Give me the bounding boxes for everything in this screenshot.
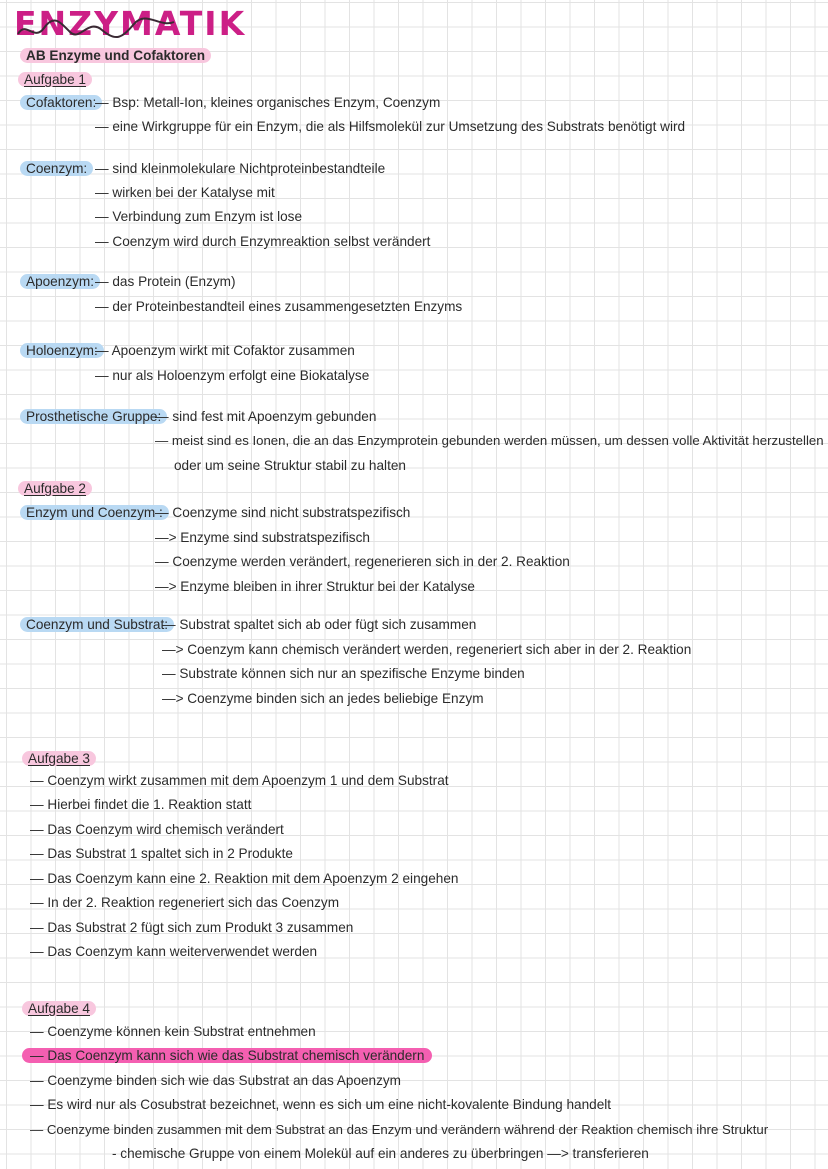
subtitle: AB Enzyme und Cofaktoren [20, 47, 211, 65]
enzym-coenzym-line-3: — Coenzyme werden verändert, regenerieren sich in der 2. Reaktion [155, 554, 570, 569]
aufgabe4-line-6: - chemische Gruppe von einem Molekül auf ein anderes zu überbringen —> transferieren [112, 1146, 649, 1161]
aufgabe4-line-3: — Coenzyme binden sich wie das Substrat an das Apoenzym [30, 1073, 402, 1088]
aufgabe3-line-5: — Das Coenzym kann eine 2. Reaktion mit dem Apoenzym 2 eingehen [30, 871, 459, 886]
term-coenzym: Coenzym: [20, 160, 93, 178]
enzym-coenzym-line-2: —> Enzyme sind substratspezifisch [155, 530, 370, 545]
coenzym-line-1: — sind kleinmolekulare Nichtproteinbestandteile [95, 161, 386, 176]
coenzym-substrat-line-4: —> Coenzyme binden sich an jedes beliebige Enzym [162, 691, 484, 706]
term-cofaktoren: Cofaktoren: [20, 94, 102, 112]
aufgabe4-heading: Aufgabe 4 [22, 1000, 96, 1018]
coenzym-substrat-line-3: — Substrate können sich nur an spezifische Enzyme binden [162, 666, 525, 681]
term-apoenzym: Apoenzym: [20, 273, 100, 291]
aufgabe3-line-4: — Das Substrat 1 spaltet sich in 2 Produkte [30, 846, 293, 861]
enzym-coenzym-line-1: — Coenzyme sind nicht substratspezifisch [155, 505, 411, 520]
enzym-coenzym-line-4: —> Enzyme bleiben in ihrer Struktur bei der Katalyse [155, 579, 475, 594]
aufgabe3-line-2: — Hierbei findet die 1. Reaktion statt [30, 797, 252, 812]
aufgabe1-heading: Aufgabe 1 [18, 71, 92, 89]
page-title: ENZYMATIK [14, 4, 247, 43]
aufgabe4-line-1: — Coenzyme können kein Substrat entnehmen [30, 1024, 316, 1039]
prosthetische-line-3: oder um seine Struktur stabil zu halten [174, 458, 406, 473]
aufgabe3-line-1: — Coenzym wirkt zusammen mit dem Apoenzym 1 und dem Substrat [30, 773, 449, 788]
aufgabe4-line-2-highlighted: — Das Coenzym kann sich wie das Substrat chemisch verändern [22, 1047, 432, 1065]
coenzym-line-4: — Coenzym wird durch Enzymreaktion selbst verändert [95, 234, 431, 249]
coenzym-substrat-line-1: — Substrat spaltet sich ab oder fügt sich zusammen [162, 617, 477, 632]
holoenzym-line-2: — nur als Holoenzym erfolgt eine Biokatalyse [95, 368, 370, 383]
term-prosthetische-gruppe: Prosthetische Gruppe: [20, 408, 167, 426]
aufgabe3-heading: Aufgabe 3 [22, 750, 96, 768]
prosthetische-line-1: — sind fest mit Apoenzym gebunden [155, 409, 377, 424]
apoenzym-line-2: — der Proteinbestandteil eines zusammengesetzten Enzyms [95, 299, 463, 314]
aufgabe4-line-4: — Es wird nur als Cosubstrat bezeichnet, wenn es sich um eine nicht-kovalente Bindung handelt [30, 1097, 612, 1112]
apoenzym-line-1: — das Protein (Enzym) [95, 274, 236, 289]
term-enzym-und-coenzym: Enzym und Coenzym : [20, 504, 169, 522]
aufgabe4-line-5: — Coenzyme binden zusammen mit dem Substrat an das Enzym und verändern während der Reaktion chemisch ihre Struktur [30, 1122, 769, 1137]
title-scribble-decoration [14, 8, 184, 42]
coenzym-line-3: — Verbindung zum Enzym ist lose [95, 209, 303, 224]
aufgabe3-line-8: — Das Coenzym kann weiterverwendet werden [30, 944, 318, 959]
aufgabe3-line-3: — Das Coenzym wird chemisch verändert [30, 822, 284, 837]
term-holoenzym: Holoenzym: [20, 342, 104, 360]
term-coenzym-und-substrat: Coenzym und Substrat: [20, 616, 174, 634]
prosthetische-line-2: — meist sind es Ionen, die an das Enzymprotein gebunden werden müssen, um dessen volle Aktivität herzustellen [155, 433, 824, 448]
cofaktoren-line-1: — Bsp: Metall-Ion, kleines organisches Enzym, Coenzym [95, 95, 441, 110]
aufgabe2-heading: Aufgabe 2 [18, 480, 92, 498]
coenzym-substrat-line-2: —> Coenzym kann chemisch verändert werden, regeneriert sich aber in der 2. Reaktion [162, 642, 692, 657]
holoenzym-line-1: — Apoenzym wirkt mit Cofaktor zusammen [95, 343, 355, 358]
aufgabe3-line-7: — Das Substrat 2 fügt sich zum Produkt 3 zusammen [30, 920, 354, 935]
aufgabe3-line-6: — In der 2. Reaktion regeneriert sich das Coenzym [30, 895, 340, 910]
cofaktoren-line-2: — eine Wirkgruppe für ein Enzym, die als Hilfsmolekül zur Umsetzung des Substrats benötigt wird [95, 119, 686, 134]
coenzym-line-2: — wirken bei der Katalyse mit [95, 185, 275, 200]
